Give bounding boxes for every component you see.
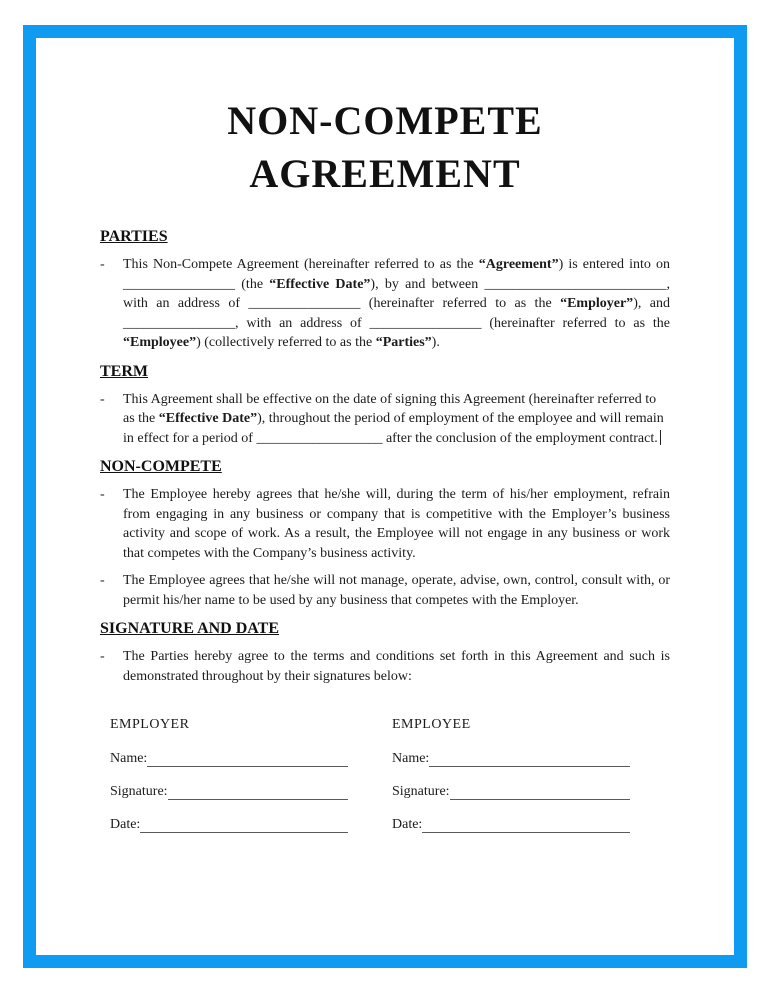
bullet-dash: - [100,649,105,664]
document-title-line2: AGREEMENT [249,151,521,196]
bold-term: “Employer” [560,296,634,311]
section-heading-term: TERM [100,362,148,380]
field-label: Name: [110,751,148,766]
signature-party-label: EMPLOYER [110,717,190,732]
paragraph-text: The Employee agrees that he/she will not manage, operate, advise, own, control, consult with, or permit his/her name to be used by any business that competes with the Employer. [123,573,670,608]
section-term [100,361,670,449]
bold-term: “Employee” [123,335,197,350]
bullet-dash: - [100,573,105,588]
section-heading-non-compete: NON-COMPETE [100,458,222,475]
bold-term: “Effective Date” [269,276,371,292]
text-cursor [660,430,662,445]
bullet-item [100,647,670,686]
blank-field[interactable]: __________________ [256,430,383,446]
section-heading-parties: PARTIES [100,228,168,245]
signature-line[interactable] [422,832,630,833]
signature-column-employer [110,716,348,833]
bullet-dash: - [100,487,105,502]
bullet-dash: - [100,391,105,407]
signature-field-row [110,814,348,833]
signature-column-employee [392,716,630,833]
section-signature-and-date [100,618,670,686]
document-title-line1: NON-COMPETE [227,98,543,143]
section-heading-signature-and-date: SIGNATURE AND DATE [100,620,279,637]
paragraph-text: This Non-Compete Agreement (hereinafter referred to as the “Agreement”) is entered into on ________________ (the “Effective Date”), by and between __________________________, with an address of ________________ (hereinafter referred to as the “Employer”), and ________________, with an address of ________________ (hereinafter referred to as the “Employee”) (collectively referred to as the “Parties”). [123,257,670,350]
paragraph-text: The Employee hereby agrees that he/she will, during the term of his/her employment, refrain from engaging in any business or company that is competitive with the Employer’s business activity and scope of work. As a result, the Employee will not engage in any business or work that competes with the Company’s business activity. [123,487,670,561]
signature-field-row [392,748,630,767]
blank-field[interactable]: __________________________ [484,276,667,292]
bullet-item [100,390,670,449]
signature-field-row [110,748,348,767]
bold-term: “Effective Date” [158,411,258,426]
field-label: Signature: [110,784,168,799]
section-parties [100,226,670,353]
document-title [100,94,670,200]
bullet-dash: - [100,257,105,272]
bullet-item [100,485,670,563]
signature-party-label: EMPLOYEE [392,717,471,732]
signature-field-row [110,781,348,800]
paragraph-text: This Agreement shall be effective on the date of signing this Agreement (hereinafter referred to as the “Effective Date”), throughout the period of employment of the employee and will remain in effect for a period of __________________ after the conclusion of the employment contract. [123,391,664,446]
signature-line[interactable] [140,832,348,833]
blank-field[interactable]: ________________ [123,276,235,292]
document-body [100,0,670,833]
field-label: Signature: [392,784,450,799]
section-non-compete [100,456,670,610]
signature-field-row [392,814,630,833]
field-label: Date: [392,817,423,832]
blank-field[interactable]: ________________ [248,296,361,311]
signature-line[interactable] [429,766,630,767]
signature-line[interactable] [450,799,630,800]
paragraph-text: The Parties hereby agree to the terms and conditions set forth in this Agreement and such is demonstrated throughout by their signatures below: [123,649,670,684]
field-label: Date: [110,817,141,832]
bullet-item [100,571,670,610]
sections-container [100,226,670,686]
signature-field-row [392,781,630,800]
bullet-item [100,255,670,353]
bold-term: “Parties” [375,335,432,350]
field-label: Name: [392,751,430,766]
signature-line[interactable] [168,799,348,800]
signature-area [100,716,670,833]
blank-field[interactable]: ________________ [123,315,235,331]
bold-term: “Agreement” [478,257,559,272]
blank-field[interactable]: ________________ [369,315,482,331]
signature-line[interactable] [147,766,348,767]
